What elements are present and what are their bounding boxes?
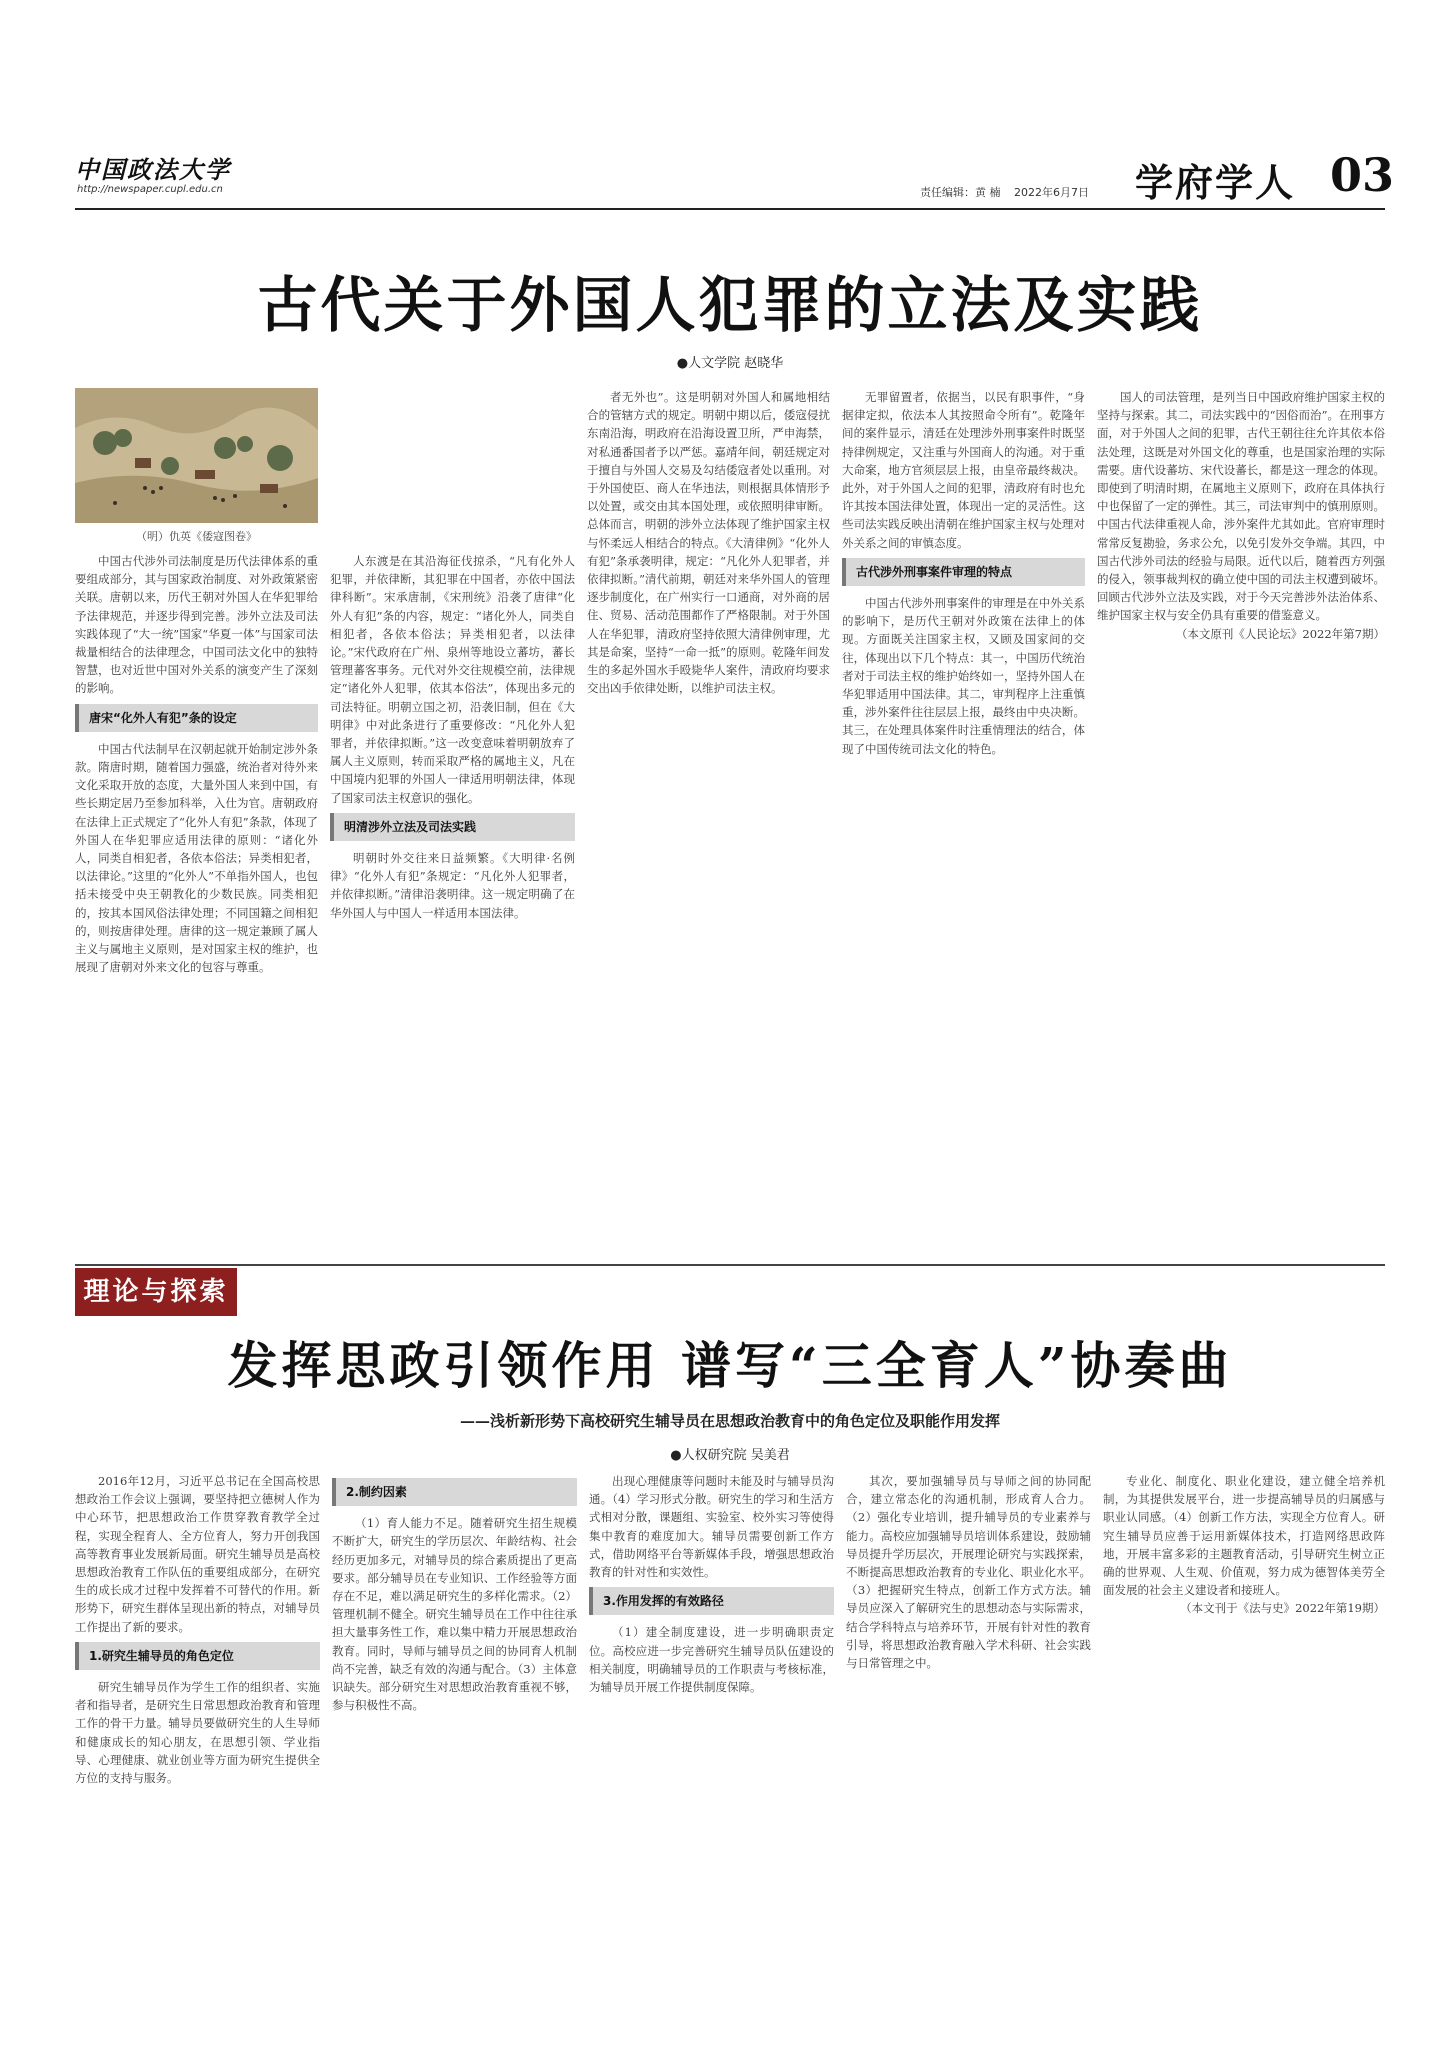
issue-meta [920, 184, 1099, 200]
paragraph: 中国古代涉外司法制度是历代法律体系的重要组成部分，其与国家政治制度、对外政策紧密关联。唐朝以来，历代王朝对外国人在华犯罪给予法律规范，并逐步得到完善。涉外立法及司法实践体现了“大一统”国家“华夏一体”与国家司法裁量相结合的法律理念，中国司法文化中的独特智慧，也对近世中国对外关系的演变产生了深刻的影响。 [75, 554, 318, 696]
column-tag: 理论与探索 [75, 1268, 237, 1316]
article2-column-4 [846, 1472, 1091, 2042]
article1-column-1 [75, 552, 318, 1252]
section-heading: 唐宋“化外人有犯”条的设定 [75, 704, 318, 732]
article1-column-4 [842, 388, 1085, 1252]
painting-caption: （明）仇英《倭寇图卷》 [136, 530, 257, 543]
article-divider [75, 1264, 1385, 1266]
header-divider [75, 208, 1385, 210]
newspaper-url: http://newspaper.cupl.edu.cn [77, 184, 223, 195]
article1-source: （本文原刊《人民论坛》2022年第7期） [1175, 626, 1385, 641]
paragraph: （1）育人能力不足。随着研究生招生规模不断扩大，研究生的学历层次、年龄结构、社会经历更加多元，对辅导员的综合素质提出了更高要求。部分辅导员在专业知识、工作经验等方面存在不足，难以满足研究生的多样化需求。（2）管理机制不健全。研究生辅导员在工作中往往承担大量事务性工作，难以集中精力开展思想政治教育。同时，导师与辅导员之间的协同育人机制尚不完善，缺乏有效的沟通与配合。（3）主体意识缺失。部分研究生对思想政治教育重视不够，参与积极性不高。 [332, 1516, 577, 1713]
paragraph: 出现心理健康等问题时未能及时与辅导员沟通。（4）学习形式分散。研究生的学习和生活方式相对分散，课题组、实验室、校外实习等使得集中教育的难度加大。辅导员需要创新工作方式，借助网络平台等新媒体手段，增强思想政治教育的针对性和实效性。 [589, 1474, 834, 1580]
paragraph: 者无外也”。这是明朝对外国人和属地相结合的管辖方式的规定。明朝中期以后，倭寇侵扰东南沿海，明政府在沿海设置卫所，严申海禁，对私通番国者予以严惩。嘉靖年间，朝廷规定对于擅自与外国人交易及勾结倭寇者处以重刑。对于外国使臣、商人在华违法，则根据具体情形予以处置，或交由其本国处理，或依照明律审断。总体而言，明朝的涉外立法体现了维护国家主权与怀柔远人相结合的特点。《大清律例》“化外人有犯”条承袭明律，规定：“凡化外人犯罪者，并依律拟断。”清代前期，朝廷对来华外国人的管理逐步制度化，在广州实行一口通商，对外商的居住、贸易、活动范围都作了严格限制。对于外国人在华犯罪，清政府坚持依照大清律例审理，尤其是命案，坚持“一命一抵”的原则。乾隆年间发生的多起外国水手殴毙华人案件，清政府均要求交出凶手依律处断，以维护司法主权。 [587, 390, 830, 696]
paragraph: 其次，要加强辅导员与导师之间的协同配合，建立常态化的沟通机制，形成育人合力。（2）强化专业培训，提升辅导员的专业素养与能力。高校应加强辅导员培训体系建设，鼓励辅导员提升学历层次，开展理论研究与实践探索，不断提高思想政治教育的专业化、职业化水平。（3）把握研究生特点，创新工作方式方法。辅导员应深入了解研究生的思想动态与实际需求，结合学科特点与培养环节，开展有针对性的教育引导，将思想政治教育融入学术科研、社会实践与日常管理之中。 [846, 1474, 1091, 1671]
paragraph: 专业化、制度化、职业化建设，建立健全培养机制，为其提供发展平台，进一步提高辅导员的归属感与职业认同感。（4）创新工作方法，实现全方位育人。研究生辅导员应善于运用新媒体技术，打造网络思政阵地，开展丰富多彩的主题教育活动，引导研究生树立正确的世界观、人生观、价值观，努力成为德智体美劳全面发展的社会主义建设者和接班人。 [1103, 1474, 1385, 1598]
landscape-painting-icon [75, 388, 318, 523]
article1-column-5 [1097, 388, 1385, 1252]
article1-title: 古代关于外国人犯罪的立法及实践 [257, 271, 1203, 341]
paragraph: 2016年12月，习近平总书记在全国高校思想政治工作会议上强调，要坚持把立德树人作为中心环节，把思想政治工作贯穿教育教学全过程，实现全程育人、全方位育人，努力开创我国高等教育事业发展新局面。研究生辅导员是高校思想政治教育工作队伍的重要组成部分，在研究生的成长成才过程中发挥着不可替代的作用。新形势下，研究生群体呈现出新的特点，对辅导员工作提出了新的要求。 [75, 1474, 320, 1634]
paragraph: 国人的司法管理，是列当日中国政府维护国家主权的坚持与探索。其二，司法实践中的“因俗而治”。在刑事方面，对于外国人之间的犯罪，古代王朝往往允许其依本俗法处理，这既是对外国文化的尊重，也是国家治理的实际需要。唐代设蕃坊、宋代设蕃长，都是这一理念的体现。即使到了明清时期，在属地主义原则下，政府在具体执行中也保留了一定的弹性。其三，司法审判中的慎刑原则。中国古代法律重视人命，涉外案件尤其如此。官府审理时常常反复勘验，务求公允，以免引发外交争端。其四，中国古代涉外司法的经验与局限。近代以后，随着西方列强的侵入，领事裁判权的确立使中国的司法主权遭到破坏。回顾古代涉外立法及实践，对于今天完善涉外法治体系、维护国家主权与安全仍具有重要的借鉴意义。 [1097, 390, 1385, 623]
editor-label: 责任编辑：黄 楠 [920, 186, 1001, 199]
article1-column-2 [330, 552, 575, 1252]
section-title: 学府学人 [1135, 160, 1296, 205]
masthead [75, 148, 1395, 210]
paragraph: 明朝时外交往来日益频繁。《大明律·名例律》“化外人有犯”条规定：“凡化外人犯罪者，并依律拟断。”清律沿袭明律。这一规定明确了在华外国人与中国人一样适用本国法律。 [330, 851, 575, 920]
paragraph: 中国古代法制早在汉朝起就开始制定涉外条款。隋唐时期，随着国力强盛，统治者对待外来文化采取开放的态度，大量外国人来到中国，有些长期定居乃至参加科举，入仕为官。唐朝政府在法律上正式规定了“化外人有犯”条款，体现了外国人在华犯罪应适用法律的原则：“诸化外人，同类自相犯者，各依本俗法；异类相犯者，以法律论。”这里的“化外人”不单指外国人，也包括未接受中央王朝教化的少数民族。同类相犯的，按其本国风俗法律处理；不同国籍之间相犯的，则按唐律处理。唐律的这一规定兼顾了属人主义与属地主义原则，是对国家主权的维护，也展现了唐朝对外来文化的包容与尊重。 [75, 741, 318, 975]
section-heading: 1.研究生辅导员的角色定位 [75, 1642, 320, 1670]
section-heading: 2.制约因素 [332, 1478, 577, 1506]
article2-subtitle: ——浅析新形势下高校研究生辅导员在思想政治教育中的角色定位及职能作用发挥 [459, 1412, 1000, 1430]
article1-column-3 [587, 388, 830, 1252]
section-heading: 3.作用发挥的有效路径 [589, 1587, 834, 1615]
section-heading: 古代涉外刑事案件审理的特点 [842, 558, 1085, 586]
paragraph: 人东渡是在其沿海征伐掠杀，“凡有化外人犯罪，并依律断，其犯罪在中国者，亦依中国法律科断”。宋承唐制，《宋刑统》沿袭了唐律“化外人有犯”条的内容，规定：“诸化外人，同类自相犯者，各依本俗法；异类相犯者，以法律论。”宋代政府在广州、泉州等地设立蕃坊，蕃长管理蕃客事务。元代对外交往规模空前，法律规定“诸化外人犯罪，依其本俗法”，体现出多元的司法特征。明朝立国之初，沿袭旧制，但在《大明律》中对此条进行了重要修改：“凡化外人犯罪者，并依律拟断。”这一改变意味着明朝放弃了属人主义原则，转而采取严格的属地主义，凡在中国境内犯罪的外国人一律适用明朝法律，体现了国家司法主权意识的强化。 [330, 554, 575, 805]
article2-source: （本文刊于《法与史》2022年第19期） [1180, 1601, 1385, 1616]
paragraph: 研究生辅导员作为学生工作的组织者、实施者和指导者，是研究生日常思想政治教育和管理工作的骨干力量。辅导员要做研究生的人生导师和健康成长的知心朋友，在思想引领、学业指导、心理健康、就业创业等方面为研究生提供全方位的支持与服务。 [75, 1680, 320, 1786]
section-heading: 明清涉外立法及司法实践 [330, 813, 575, 841]
article2-column-5 [1103, 1472, 1385, 2042]
paragraph: 中国古代涉外刑事案件的审理是在中外关系的影响下，是历代王朝对外政策在法律上的体现。方面既关注国家主权，又顾及国家间的交往，体现出以下几个特点：其一，中国历代统治者对于司法主权的维护始终如一，坚持外国人在华犯罪适用中国法律。其二，审判程序上注重慎重，涉外案件往往层层上报，最终由中央决断。其三，在处理具体案件时注重情理法的结合，体现了中国传统司法文化的特色。 [842, 596, 1085, 756]
page-number: 03 [1330, 148, 1395, 202]
issue-date: 2022年6月7日 [1014, 186, 1089, 199]
paragraph: 无罪留置者，依据当，以民有职事件，“身据律定拟，依法本人其按照命令所有”。乾隆年间的案件显示，清廷在处理涉外刑事案件时既坚持律例规定，又注重与外国商人的沟通。对于重大命案，地方官须层层上报，由皇帝最终裁决。此外，对于外国人之间的犯罪，清政府有时也允许其按本国法律处置，体现出一定的灵活性。这些司法实践反映出清朝在维护国家主权与处理对外关系之间的审慎态度。 [842, 390, 1085, 550]
article2-title: 发挥思政引领作用 谱写“三全育人”协奏曲 [227, 1336, 1233, 1395]
article2-column-2 [332, 1472, 577, 2042]
article2-byline: ●人权研究院 吴美君 [670, 1448, 790, 1463]
newspaper-logo: 中国政法大学 [75, 155, 231, 184]
article2-column-1 [75, 1472, 320, 2042]
painting-image [75, 388, 318, 523]
article2-column-3 [589, 1472, 834, 2042]
paragraph: （1）建全制度建设，进一步明确职责定位。高校应进一步完善研究生辅导员队伍建设的相关制度，明确辅导员的工作职责与考核标准，为辅导员开展工作提供制度保障。 [589, 1625, 834, 1695]
article1-byline: ●人文学院 赵晓华 [676, 356, 784, 371]
